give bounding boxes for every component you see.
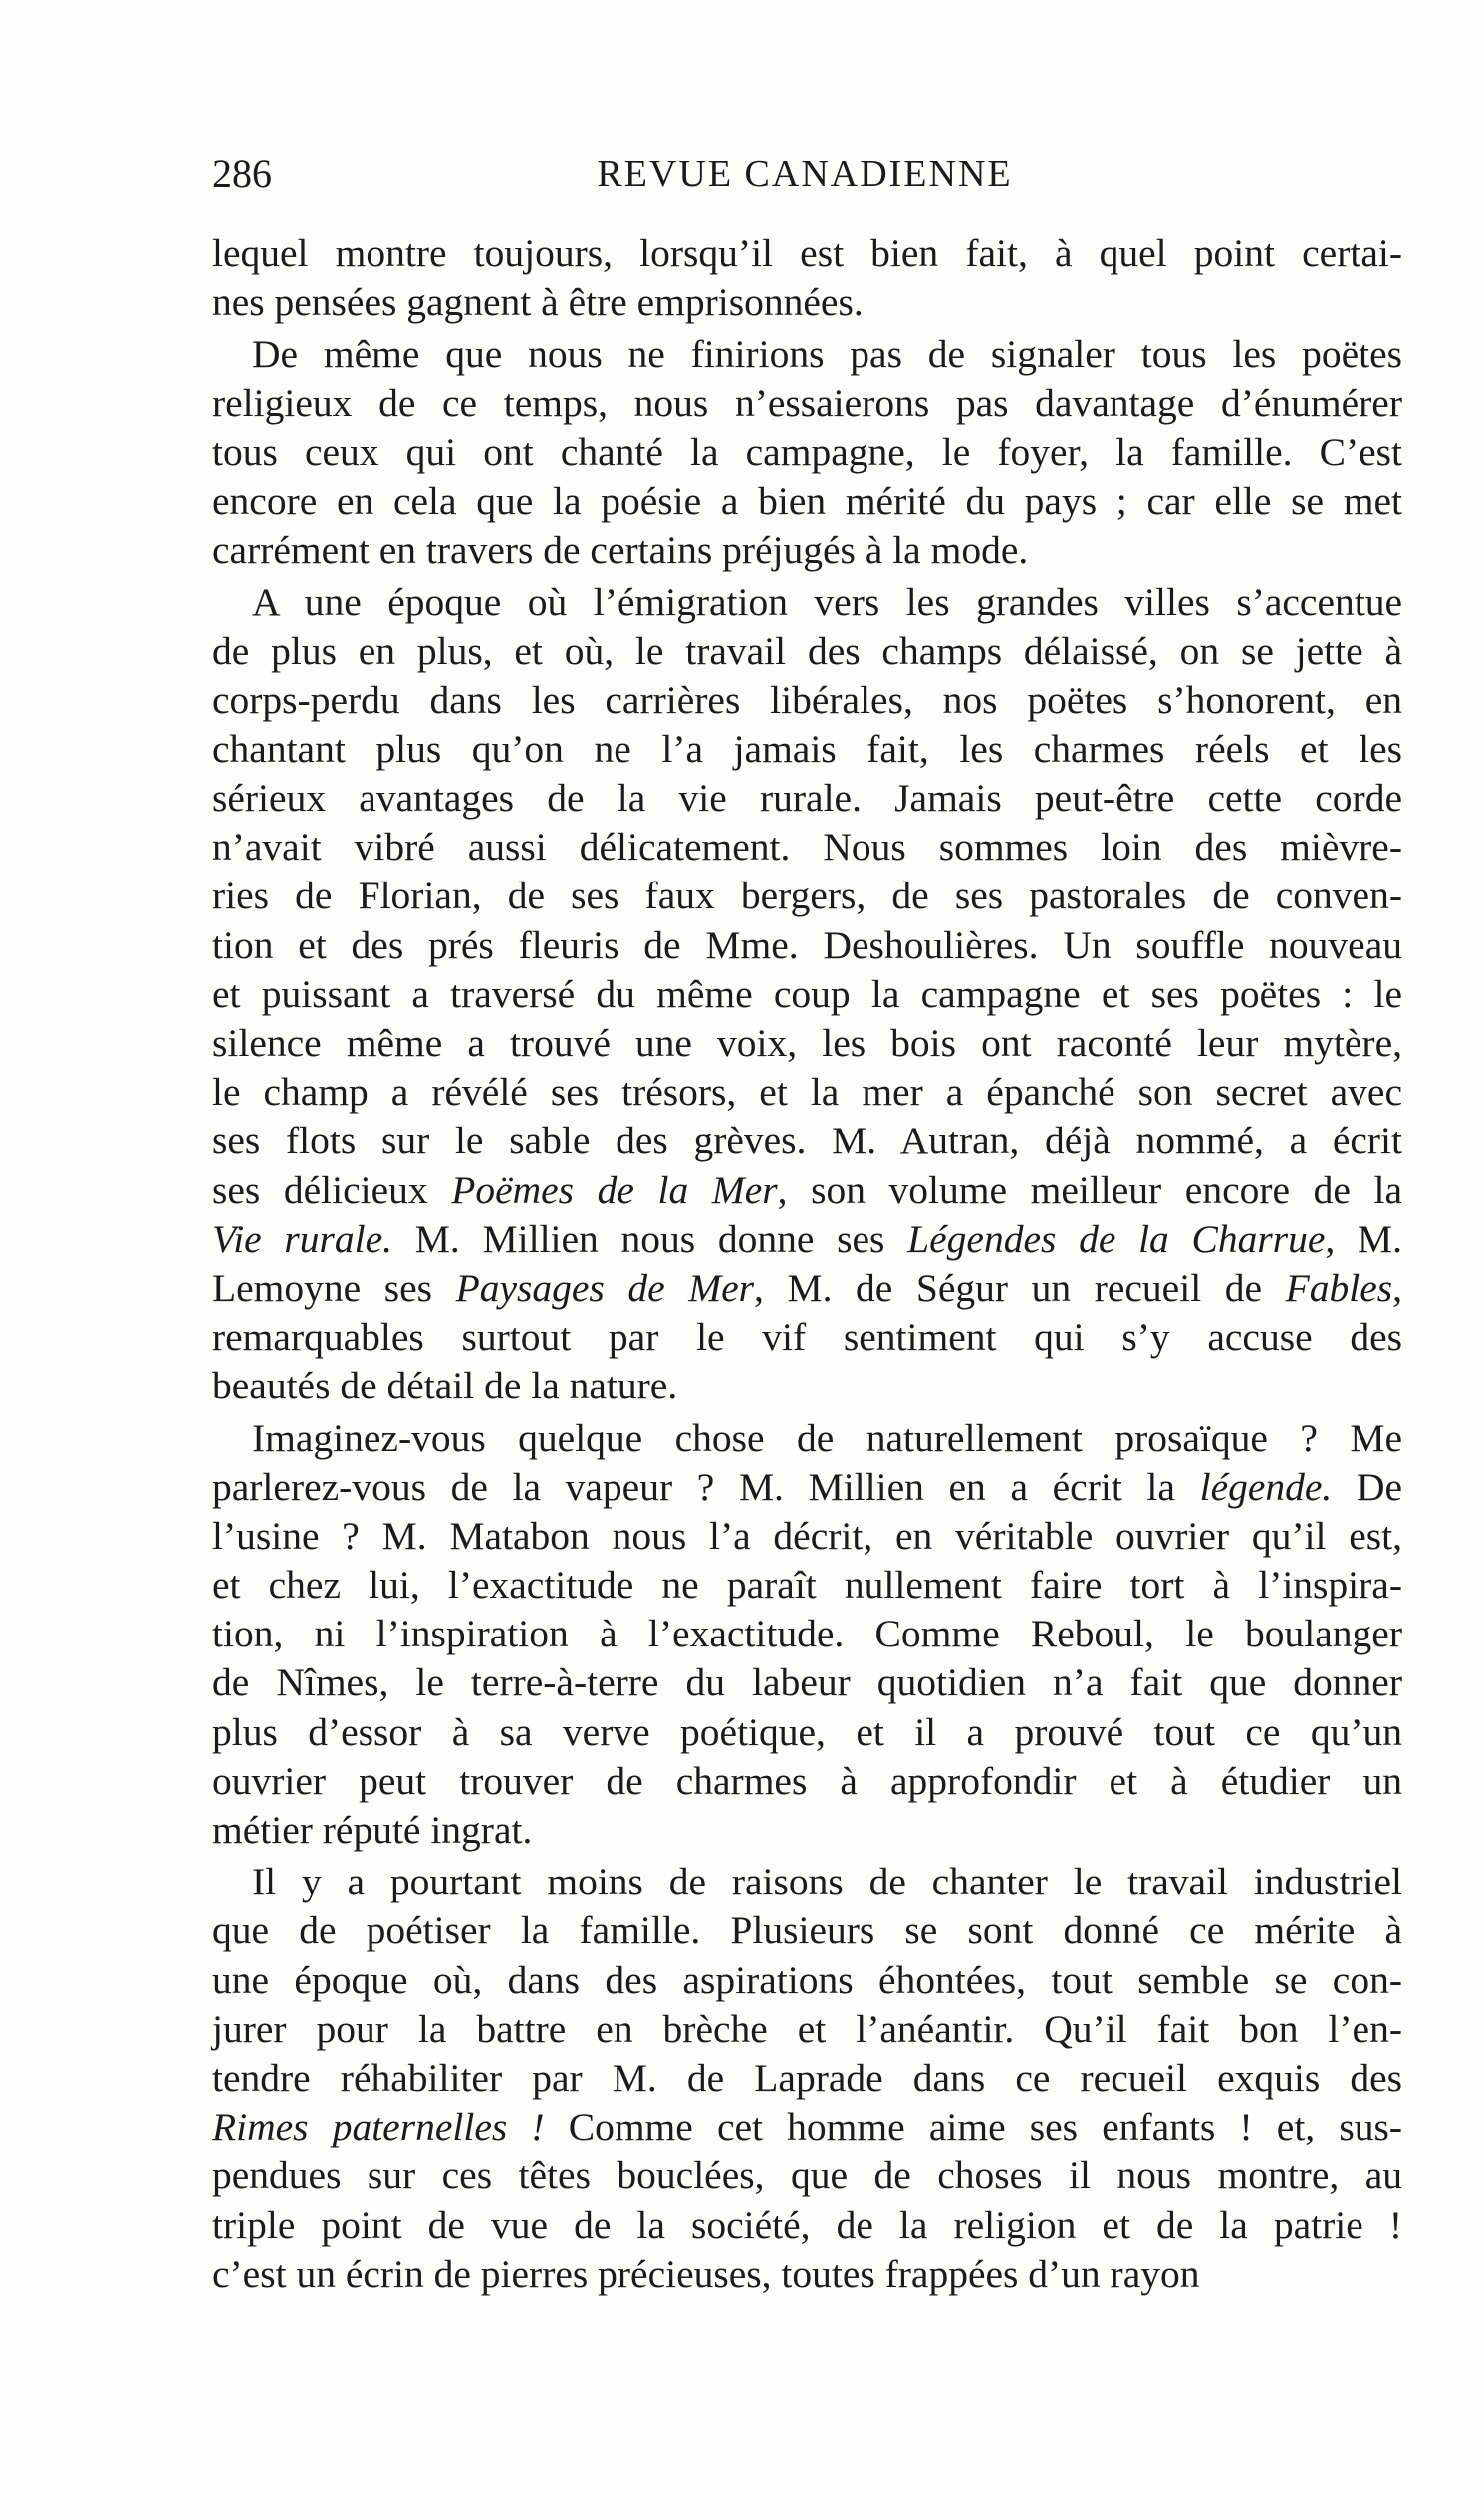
text-run: c’est un écrin de pierres précieuses, toutes frappées d’un rayon [212, 2251, 1200, 2296]
italic-title: Poëmes de la Mer [451, 1167, 778, 1212]
text-run: M. Millien nous donne ses [392, 1216, 908, 1261]
text-line [212, 229, 1402, 278]
text-line [212, 2201, 1402, 2250]
text-run: que de poétiser la famille. Plusieurs se sont donné ce mérite à [212, 1908, 1402, 1953]
text-run: beautés de détail de la nature. [212, 1364, 678, 1408]
text-line [212, 1956, 1402, 2005]
text-run: , [1392, 1265, 1402, 1310]
text-line [212, 2103, 1402, 2151]
text-line [212, 1215, 1402, 1264]
text-run: ses délicieux [212, 1167, 452, 1212]
text-run: ouvrier peut trouver de charmes à approfondir et à étudier un [212, 1758, 1402, 1803]
text-run: de Nîmes, le terre-à-terre du labeur quotidien n’a fait que donner [212, 1660, 1402, 1705]
italic-title: Paysages de Mer [455, 1265, 755, 1310]
text-run: n’avait vibré aussi délicatement. Nous sommes loin des mièvre- [212, 825, 1402, 870]
text-line [212, 921, 1402, 970]
text-run: tous ceux qui ont chanté la campagne, le foyer, la famille. C’est [212, 429, 1402, 474]
text-run: l’usine ? M. Matabon nous l’a décrit, en véritable ouvrier qu’il est, [212, 1513, 1402, 1558]
text-run: religieux de ce temps, nous n’essaierons pas davantage d’énumérer [212, 380, 1402, 425]
text-line [212, 1806, 1402, 1855]
text-line [212, 872, 1402, 920]
italic-title: Vie rurale. [212, 1216, 393, 1261]
text-line [212, 1658, 1402, 1707]
text-run: A une époque où l’émigration vers les grandes villes s’accentue [252, 580, 1402, 625]
text-run: De [1332, 1464, 1402, 1509]
paragraph [212, 578, 1402, 1410]
text-run: Imaginez-vous quelque chose de naturellement prosaïque ? Me [252, 1415, 1402, 1460]
text-line [212, 1463, 1402, 1512]
page-header [212, 149, 1278, 199]
text-line [212, 1166, 1402, 1215]
paragraph [212, 1858, 1402, 2299]
text-line [212, 1610, 1402, 1658]
paragraph [212, 330, 1402, 575]
text-line [212, 1858, 1402, 1906]
text-line [212, 1414, 1402, 1463]
text-line [212, 1757, 1402, 1806]
text-line [212, 725, 1402, 774]
text-line [212, 278, 1402, 327]
text-line [212, 676, 1402, 725]
text-run: carrément en travers de certains préjugés à la mode. [212, 528, 1029, 573]
text-run: nes pensées gagnent à être emprisonnées. [212, 280, 864, 325]
text-line [212, 1512, 1402, 1561]
italic-title: Rimes paternelles ! [212, 2105, 545, 2149]
text-run: plus d’essor à sa verve poétique, et il a prouvé tout ce qu’un [212, 1709, 1402, 1754]
text-line [212, 1362, 1402, 1410]
text-run: pendues sur ces têtes bouclées, que de choses il nous montre, au [212, 2153, 1402, 2198]
text-run: silence même a trouvé une voix, les bois ont raconté leur mytère, [212, 1021, 1402, 1065]
text-line [212, 1561, 1402, 1610]
text-run: et chez lui, l’exactitude ne paraît nullement faire tort à l’inspira- [212, 1563, 1402, 1608]
text-run: parlerez-vous de la vapeur ? M. Millien en a écrit la [212, 1464, 1200, 1509]
text-line [212, 379, 1402, 428]
text-line [212, 578, 1402, 627]
text-run: Comme cet homme aime ses enfants ! et, sus- [544, 2105, 1402, 2149]
text-run: ries de Florian, de ses faux bergers, de ses pastorales de conven- [212, 874, 1402, 918]
text-line [212, 2005, 1402, 2054]
text-run: sérieux avantages de la vie rurale. Jamais peut-être cette corde [212, 776, 1402, 821]
text-run: lequel montre toujours, lorsqu’il est bien fait, à quel point certai- [212, 231, 1402, 275]
text-run: tendre réhabiliter par M. de Laprade dans ce recueil exquis des [212, 2055, 1402, 2100]
text-run: corps-perdu dans les carrières libérales, nos poëtes s’honorent, en [212, 677, 1402, 722]
italic-title: légende. [1199, 1464, 1333, 1509]
paragraph [212, 229, 1402, 327]
text-line [212, 526, 1402, 575]
text-run: métier réputé ingrat. [212, 1808, 533, 1852]
page-number: 286 [212, 151, 272, 196]
text-run: ses flots sur le sable des grèves. M. Autran, déjà nommé, a écrit [212, 1119, 1402, 1163]
text-line [212, 1068, 1402, 1117]
text-run: jurer pour la battre en brèche et l’anéantir. Qu’il fait bon l’en- [212, 2006, 1402, 2051]
text-line [212, 2054, 1402, 2103]
text-run: triple point de vue de la société, de la religion et de la patrie ! [212, 2202, 1402, 2247]
text-line [212, 330, 1402, 378]
text-line [212, 1117, 1402, 1165]
text-run: le champ a révélé ses trésors, et la mer a épanché son secret avec [212, 1070, 1402, 1115]
text-line [212, 970, 1402, 1019]
text-run: Il y a pourtant moins de raisons de chanter le travail industriel [252, 1860, 1402, 1904]
text-line [212, 823, 1402, 872]
text-run: de plus en plus, et où, le travail des champs délaissé, on se jette à [212, 629, 1402, 673]
italic-title: Légendes de la Charrue [907, 1216, 1326, 1261]
text-line [212, 1906, 1402, 1955]
body-text [212, 229, 1402, 2299]
text-line [212, 428, 1402, 477]
text-line [212, 1264, 1402, 1313]
text-run: De même que nous ne finirions pas de signaler tous les poëtes [252, 332, 1402, 377]
text-run: , M. de Ségur un recueil de [754, 1265, 1286, 1310]
text-line [212, 2151, 1402, 2200]
text-line [212, 1313, 1402, 1362]
text-run: chantant plus qu’on ne l’a jamais fait, les charmes réels et les [212, 726, 1402, 771]
running-title: REVUE CANADIENNE [597, 153, 1013, 195]
text-run: Lemoyne ses [212, 1265, 456, 1310]
text-run: et puissant a traversé du même coup la campagne et ses poëtes : le [212, 971, 1402, 1016]
text-line [212, 1708, 1402, 1757]
text-line [212, 477, 1402, 526]
paragraph [212, 1414, 1402, 1856]
text-run: tion, ni l’inspiration à l’exactitude. Comme Reboul, le boulanger [212, 1612, 1402, 1656]
italic-title: Fables [1285, 1265, 1393, 1310]
text-line [212, 1019, 1402, 1068]
text-run: une époque où, dans des aspirations éhontées, tout semble se con- [212, 1957, 1402, 2002]
text-run: remarquables surtout par le vif sentiment qui s’y accuse des [212, 1315, 1402, 1360]
text-line [212, 628, 1402, 676]
text-run: , M. [1325, 1216, 1403, 1261]
text-run: , son volume meilleur encore de la [777, 1167, 1403, 1212]
text-run: tion et des prés fleuris de Mme. Deshoulières. Un souffle nouveau [212, 922, 1402, 967]
text-run: encore en cela que la poésie a bien mérité du pays ; car elle se met [212, 478, 1402, 523]
text-line [212, 774, 1402, 823]
text-line [212, 2250, 1402, 2299]
